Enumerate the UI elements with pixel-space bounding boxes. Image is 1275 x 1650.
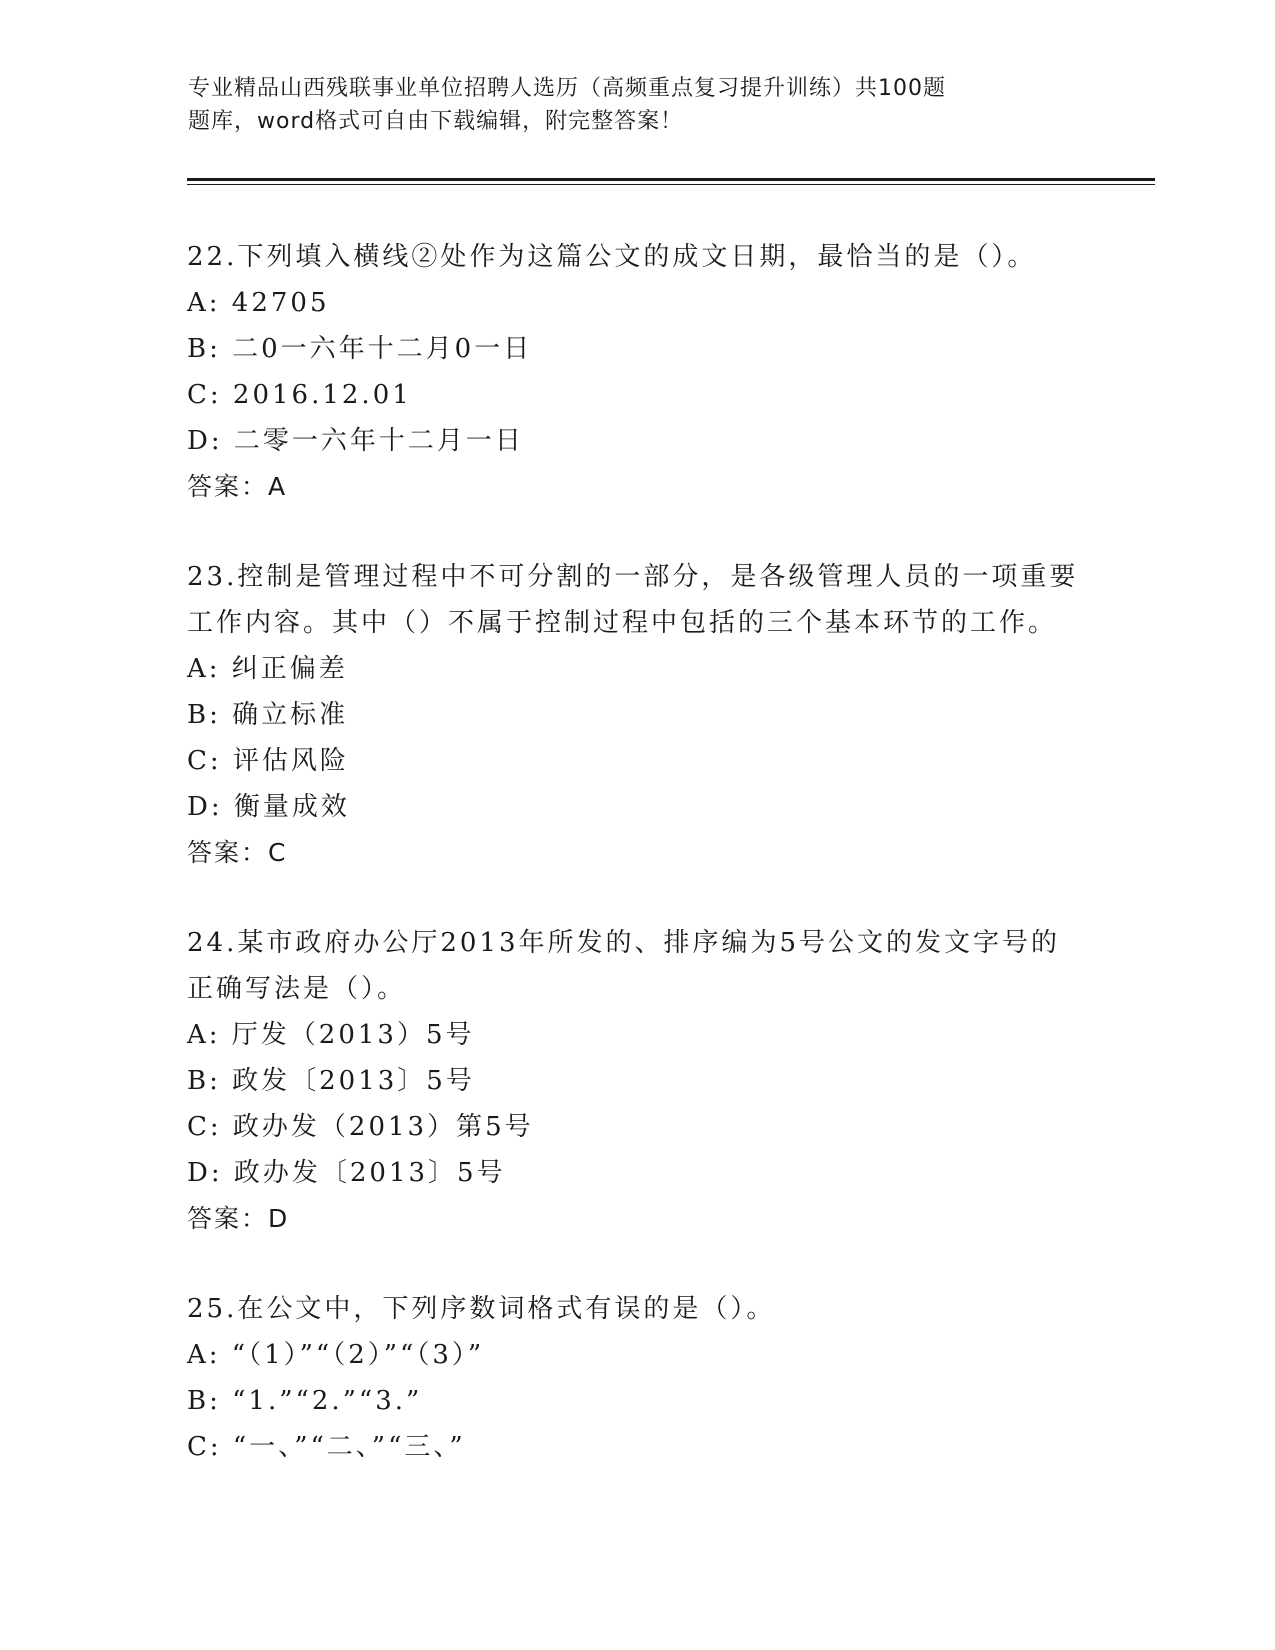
question-25 [187, 1286, 1147, 1470]
header-line-2: 题库，word格式可自由下载编辑，附完整答案！ [188, 109, 684, 134]
option-a: A: 厅发（2013）5号 [187, 1020, 475, 1050]
question-list [187, 234, 1147, 1514]
document-header [188, 72, 1088, 138]
option-a: A: 纠正偏差 [187, 654, 348, 684]
question-stem: 25.在公文中，下列序数词格式有误的是（）。 [187, 1294, 776, 1324]
option-c: C: 2016.12.01 [187, 380, 412, 410]
header-divider-thin [187, 184, 1155, 185]
question-stem-continued: 正确写法是（）。 [187, 974, 407, 1004]
question-stem: 22.下列填入横线②处作为这篇公文的成文日期，最恰当的是（）。 [187, 242, 1037, 272]
option-c: C: “一、”“二、”“三、” [187, 1432, 466, 1462]
option-d: D: 政办发〔2013〕5号 [187, 1158, 506, 1188]
header-line-1: 专业精品山西残联事业单位招聘人选历（高频重点复习提升训练）共100题 [188, 76, 946, 101]
option-a: A: 42705 [187, 288, 330, 318]
option-d: D: 二零一六年十二月一日 [187, 426, 524, 456]
question-stem-continued: 工作内容。其中（）不属于控制过程中包括的三个基本环节的工作。 [187, 608, 1058, 638]
option-b: B: 确立标准 [187, 700, 349, 730]
option-b: B: 政发〔2013〕5号 [187, 1066, 475, 1096]
header-divider-thick [187, 178, 1155, 181]
answer: 答案：D [187, 1204, 290, 1233]
option-c: C: 政办发（2013）第5号 [187, 1112, 534, 1142]
option-b: B: “1.”“2.”“3.” [187, 1386, 423, 1416]
option-d: D: 衡量成效 [187, 792, 350, 822]
question-24 [187, 920, 1147, 1242]
answer: 答案：C [187, 838, 288, 867]
question-stem: 24.某市政府办公厅2013年所发的、排序编为5号公文的发文字号的 [187, 928, 1061, 958]
question-stem: 23.控制是管理过程中不可分割的一部分，是各级管理人员的一项重要 [187, 562, 1079, 592]
question-23 [187, 554, 1147, 876]
question-22 [187, 234, 1147, 510]
option-a: A: “（1）”“（2）”“（3）” [187, 1340, 485, 1370]
answer: 答案：A [187, 472, 288, 501]
option-b: B: 二0一六年十二月0一日 [187, 334, 533, 364]
option-c: C: 评估风险 [187, 746, 349, 776]
